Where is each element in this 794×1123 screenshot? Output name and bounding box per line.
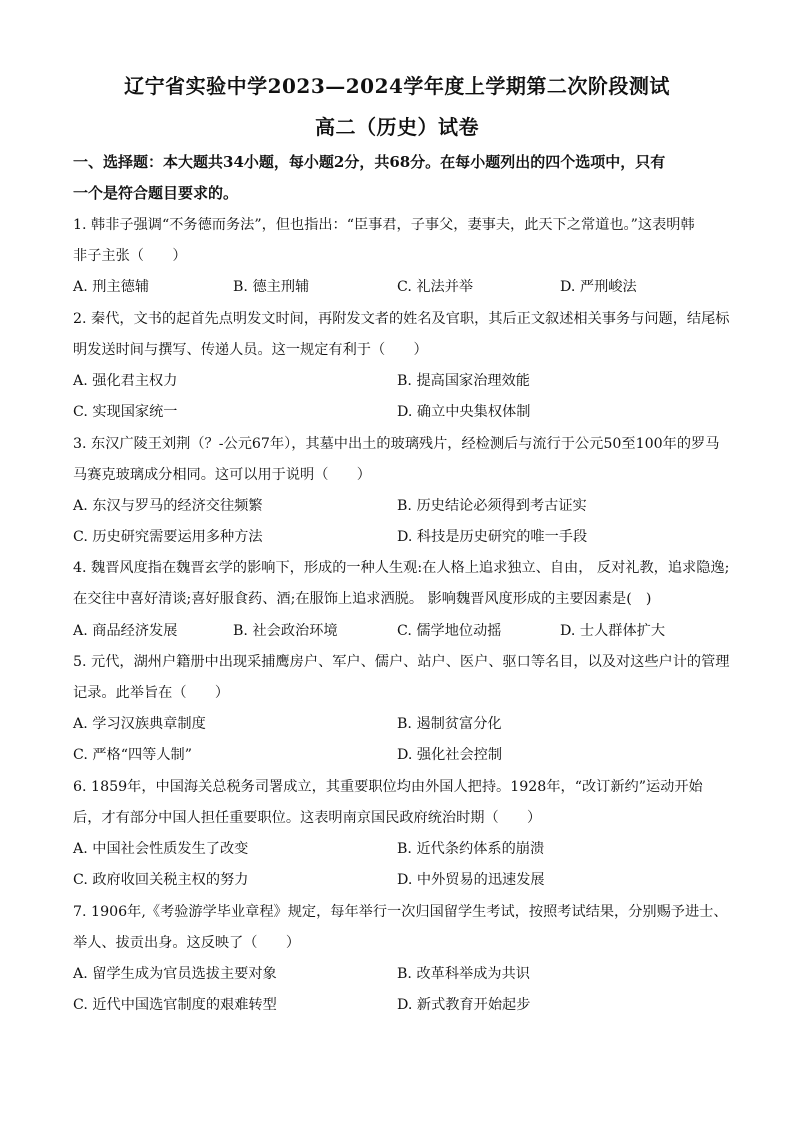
question-4-option-c: C. 儒学地位动摇 — [397, 623, 502, 639]
question-2-stem: 2. 秦代，文书的起首先点明发文时间，再附发文者的姓名及官职，其后正文叙述相关事务与问题，结尾标 — [73, 311, 730, 327]
question-2-option-b: B. 提高国家治理效能 — [397, 373, 530, 389]
question-6-option-b: B. 近代条约体系的崩溃 — [397, 841, 545, 857]
question-1-stem: 1. 韩非子强调“不务德而务法”，但也指出：“臣事君，子事父，妻事夫，此天下之常道也。”这表明韩 — [73, 217, 695, 233]
question-7-option-d: D. 新式教育开始起步 — [397, 997, 531, 1013]
question-2-option-a: A. 强化君主权力 — [73, 373, 178, 389]
section-instruction: 一、选择题：本大题共34小题，每小题2分，共68分。在每小题列出的四个选项中，只有 — [73, 153, 666, 171]
question-1-stem-cont: 非子主张（ ） — [73, 248, 187, 264]
question-3-stem-cont: 马赛克玻璃成分相同。这可以用于说明（ ） — [73, 467, 371, 483]
question-4-stem: 4. 魏晋风度指在魏晋玄学的影响下，形成的一种人生观:在人格上追求独立、自由， 反对礼教，追求隐逸; — [73, 560, 730, 576]
question-6-stem-cont: 后，才有部分中国人担任重要职位。这表明南京国民政府统治时期（ ） — [73, 810, 542, 826]
question-4-option-d: D. 士人群体扩大 — [560, 623, 666, 639]
question-2-option-d: D. 确立中央集权体制 — [397, 404, 531, 420]
question-3-option-b: B. 历史结论必须得到考古证实 — [397, 498, 587, 514]
exam-subtitle: 高二（历史）试卷 — [315, 115, 479, 139]
question-4-option-b: B. 社会政治环境 — [233, 623, 338, 639]
question-1-option-d: D. 严刑峻法 — [560, 279, 637, 295]
question-1-option-c: C. 礼法并举 — [397, 279, 474, 295]
question-3-stem: 3. 东汉广陵王刘荆（？-公元67年），其墓中出土的玻璃残片，经检测后与流行于公元50至100年的罗马 — [73, 436, 720, 452]
question-5-option-a: A. 学习汉族典章制度 — [73, 716, 206, 732]
question-5-option-b: B. 遏制贫富分化 — [397, 716, 502, 732]
question-5-option-c: C. 严格“四等人制” — [73, 747, 193, 763]
question-1-option-b: B. 德主刑辅 — [233, 279, 310, 295]
question-4-option-a: A. 商品经济发展 — [73, 623, 178, 639]
question-7-stem-cont: 举人、拔贡出身。这反映了（ ） — [73, 935, 301, 951]
question-4-stem-cont: 在交往中喜好清谈;喜好服食药、酒;在服饰上追求洒脱。 影响魏晋风度形成的主要因素是( ) — [73, 591, 652, 607]
question-7-option-a: A. 留学生成为官员选拔主要对象 — [73, 966, 277, 982]
question-6-option-a: A. 中国社会性质发生了改变 — [73, 841, 249, 857]
question-6-option-c: C. 政府收回关税主权的努力 — [73, 872, 249, 888]
question-5-stem: 5. 元代，湖州户籍册中出现采捕鹰房户、军户、儒户、站户、医户、驱口等名目，以及对这些户计的管理 — [73, 654, 730, 670]
question-6-stem: 6. 1859年，中国海关总税务司署成立，其重要职位均由外国人把持。1928年，“改订新约”运动开始 — [73, 779, 703, 795]
question-6-option-d: D. 中外贸易的迅速发展 — [397, 872, 545, 888]
question-3-option-a: A. 东汉与罗马的经济交往频繁 — [73, 498, 263, 514]
question-7-option-b: B. 改革科举成为共识 — [397, 966, 530, 982]
question-2-stem-cont: 明发送时间与撰写、传递人员。这一规定有利于（ ） — [73, 342, 428, 358]
question-7-option-c: C. 近代中国选官制度的艰难转型 — [73, 997, 277, 1013]
question-2-option-c: C. 实现国家统一 — [73, 404, 178, 420]
section-instruction-cont: 一个是符合题目要求的。 — [73, 184, 239, 202]
question-7-stem: 7. 1906年,《考验游学毕业章程》规定，每年举行一次归国留学生考试，按照考试结果，分别赐予进士、 — [73, 904, 728, 920]
exam-title: 辽宁省实验中学2023—2024学年度上学期第二次阶段测试 — [124, 74, 670, 98]
question-5-option-d: D. 强化社会控制 — [397, 747, 503, 763]
question-1-option-a: A. 刑主德辅 — [73, 279, 150, 295]
question-3-option-c: C. 历史研究需要运用多种方法 — [73, 529, 263, 545]
question-3-option-d: D. 科技是历史研究的唯一手段 — [397, 529, 588, 545]
question-5-stem-cont: 记录。此举旨在（ ） — [73, 685, 230, 701]
